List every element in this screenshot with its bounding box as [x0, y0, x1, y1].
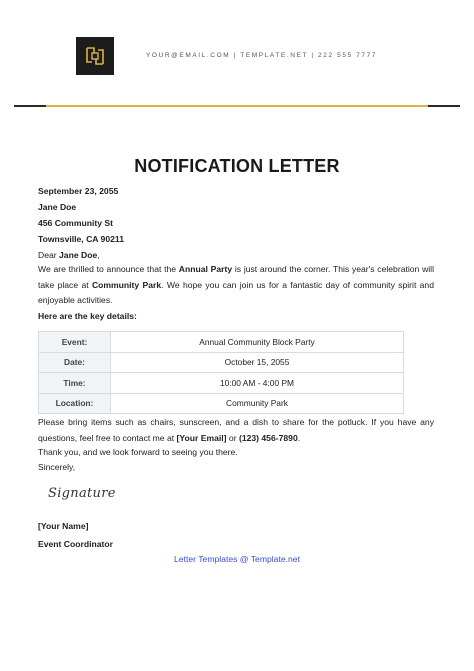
request-paragraph: Please bring items such as chairs, sunscreen, and a dish to share for the potluck. If you have any questions, feel free to contact me at [Your Email] or (123) 456-7890.	[38, 417, 434, 443]
letter-title: NOTIFICATION LETTER	[134, 156, 340, 176]
table-row	[39, 332, 404, 353]
header-divider-right	[428, 105, 460, 107]
sender-name: [Your Name]	[38, 521, 89, 531]
signature: Signature	[48, 486, 116, 501]
detail-label: Time:	[39, 373, 111, 394]
event-details-table	[38, 331, 404, 414]
footer	[0, 554, 474, 564]
header-divider-accent	[46, 105, 428, 107]
detail-label: Location:	[39, 393, 111, 414]
detail-label: Event:	[39, 332, 111, 353]
table-row	[39, 352, 404, 373]
thanks-line: Thank you, and we look forward to seeing you there.	[38, 447, 238, 457]
table-row	[39, 393, 404, 414]
footer-link[interactable]: Letter Templates @ Template.net	[174, 554, 300, 564]
intro-paragraph: We are thrilled to announce that the Annual Party is just around the corner. This year's celebration will take place at Community Park. We hope you can join us for a fantastic day of community spirit and enjoyable activities.	[38, 264, 434, 305]
sender-title: Event Coordinator	[38, 539, 113, 549]
letter-date: September 23, 2055	[38, 186, 119, 196]
details-heading: Here are the key details:	[38, 311, 137, 321]
salutation: Dear Jane Doe,	[38, 250, 100, 260]
recipient-address-line1: 456 Community St	[38, 218, 113, 228]
detail-value: October 15, 2055	[111, 352, 404, 373]
header-divider-left	[14, 105, 46, 107]
table-row	[39, 373, 404, 394]
company-logo	[76, 37, 114, 75]
detail-value: Annual Community Block Party	[111, 332, 404, 353]
recipient-name: Jane Doe	[38, 202, 77, 212]
closing-line: Sincerely,	[38, 462, 76, 472]
detail-value: Community Park	[111, 393, 404, 414]
detail-value: 10:00 AM - 4:00 PM	[111, 373, 404, 394]
detail-label: Date:	[39, 352, 111, 373]
contact-info: YOUR@EMAIL.COM | TEMPLATE.NET | 222 555 7777	[146, 52, 378, 59]
company-logo-icon	[84, 45, 106, 67]
recipient-address-line2: Townsville, CA 90211	[38, 234, 124, 244]
